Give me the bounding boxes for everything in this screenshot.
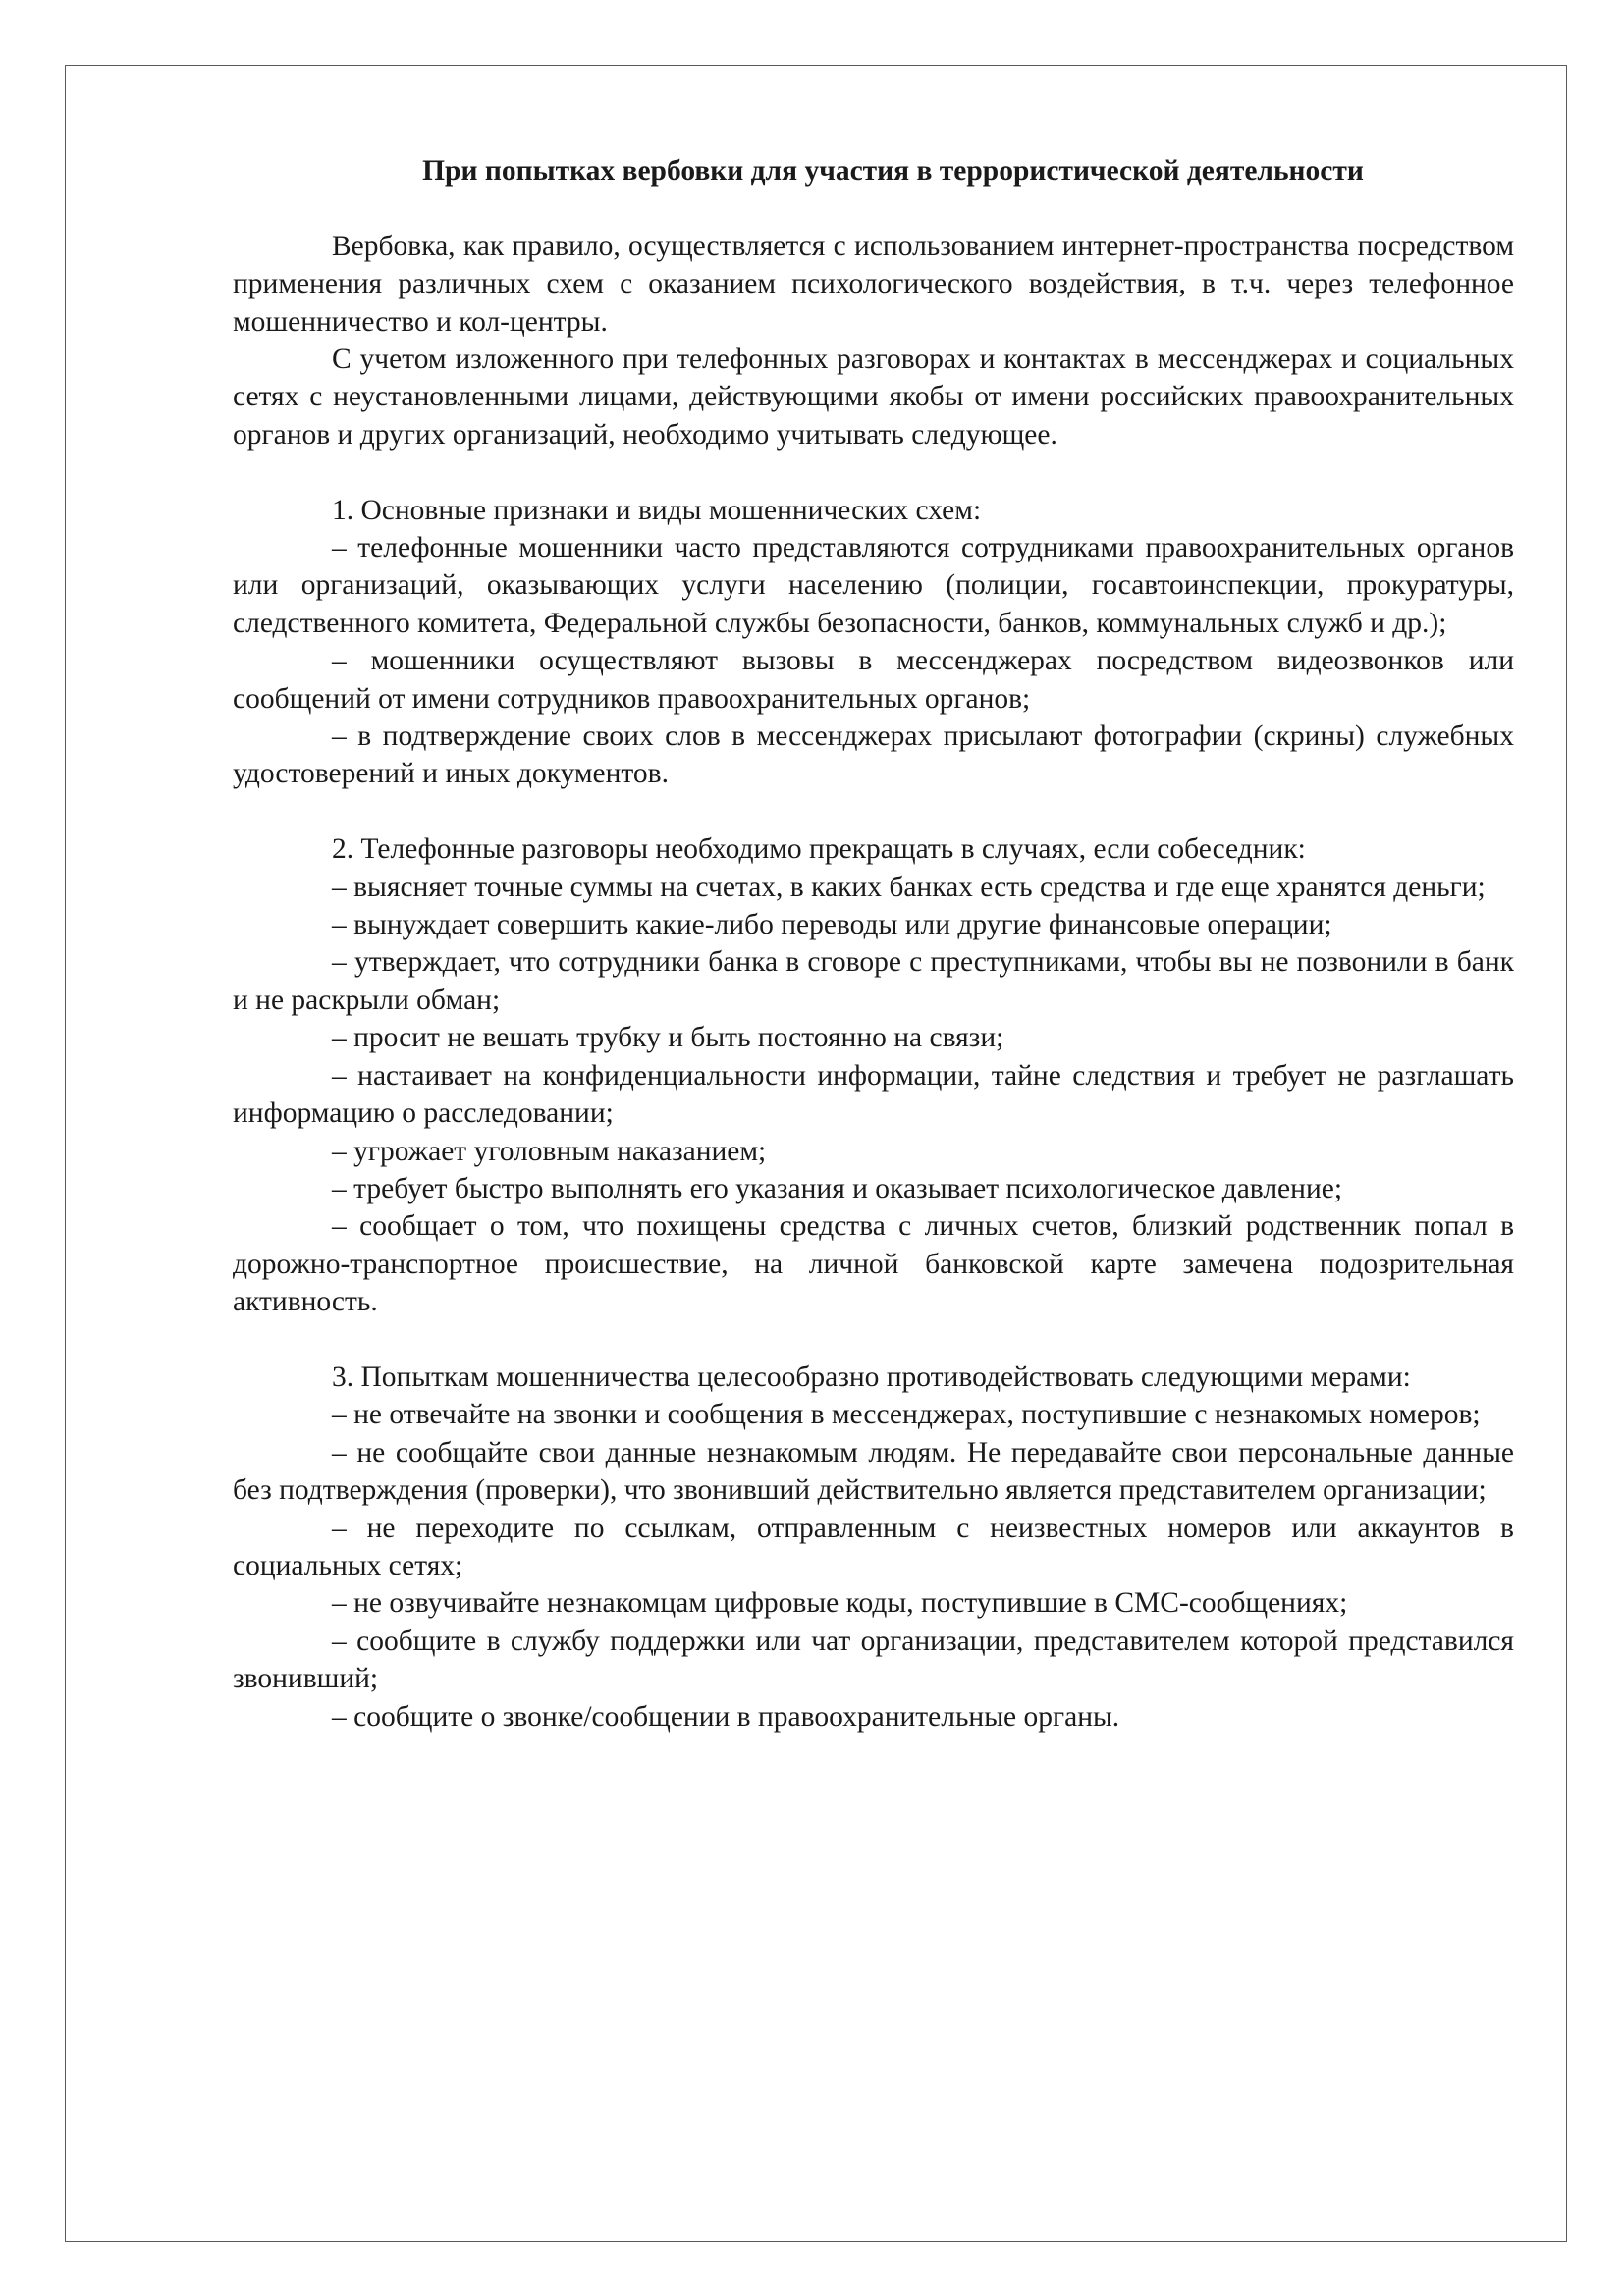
- document-body: [233, 152, 1514, 1735]
- spacer: [233, 1321, 1514, 1359]
- list-item: – не отвечайте на звонки и сообщения в мессенджерах, поступившие с незнакомых номеров;: [332, 1399, 1481, 1431]
- section-heading: 1. Основные признаки и виды мошеннических схем:: [332, 494, 982, 526]
- list-item: – угрожает уголовным наказанием;: [332, 1135, 767, 1167]
- spacer: [233, 454, 1514, 491]
- section-heading: 3. Попыткам мошенничества целесообразно противодействовать следующими мерами:: [332, 1361, 1411, 1393]
- intro-paragraph: Вербовка, как правило, осуществляется с использованием интернет-пространства посредством применения различных схем с оказанием психологического воздействия, в т.ч. через телефонное мошенничество и кол-центры.: [233, 230, 1514, 338]
- list-item: – выясняет точные суммы на счетах, в каких банках есть средства и где еще хранятся деньги;: [332, 871, 1486, 903]
- list-item: – телефонные мошенники часто представляются сотрудниками правоохранительных органов или организаций, оказывающих услуги населению (полиции, госавтоинспекции, прокуратуры, следственного комитета, Федеральной службы безопасности, банков, коммунальных служб и др.);: [233, 532, 1514, 639]
- section-fraud-signs: [233, 492, 1514, 793]
- document-title: При попытках вербовки для участия в террористической деятельности: [422, 155, 1364, 187]
- list-item: – в подтверждение своих слов в мессенджерах присылают фотографии (скрины) служебных удостоверений и иных документов.: [233, 721, 1514, 790]
- section-stop-conversation: [233, 830, 1514, 1320]
- list-item: – не переходите по ссылкам, отправленным с неизвестных номеров или аккаунтов в социальных сетях;: [233, 1512, 1514, 1581]
- list-item: – сообщает о том, что похищены средства с личных счетов, близкий родственник попал в дорожно-транспортное происшествие, на личной банковской карте замечена подозрительная активность.: [233, 1210, 1514, 1318]
- list-item: – требует быстро выполнять его указания и оказывает психологическое давление;: [332, 1172, 1343, 1204]
- section-countermeasures: [233, 1359, 1514, 1735]
- list-item: – не сообщайте свои данные незнакомым людям. Не передавайте свои персональные данные без подтверждения (проверки), что звонивший действительно является представителем организации;: [233, 1436, 1514, 1507]
- list-item: – просит не вешать трубку и быть постоянно на связи;: [332, 1022, 1004, 1054]
- list-item: – не озвучивайте незнакомцам цифровые коды, поступившие в СМС-сообщениях;: [332, 1587, 1348, 1620]
- intro-paragraph: С учетом изложенного при телефонных разговорах и контактах в мессенджерах и социальных сетях с неустановленными лицами, действующими якобы от имени российских правоохранительных органов и других организаций, необходимо учитывать следующее.: [233, 344, 1514, 451]
- list-item: – сообщите в службу поддержки или чат организации, представителем которой представился звонивший;: [233, 1625, 1514, 1695]
- list-item: – мошенники осуществляют вызовы в мессенджерах посредством видеозвонков или сообщений от имени сотрудников правоохранительных органов;: [233, 645, 1514, 715]
- list-item: – вынуждает совершить какие-либо переводы или другие финансовые операции;: [332, 909, 1332, 941]
- list-item: – настаивает на конфиденциальности информации, тайне следствия и требует не разглашать информацию о расследовании;: [233, 1059, 1514, 1130]
- list-item: – сообщите о звонке/сообщении в правоохранительные органы.: [332, 1700, 1120, 1733]
- section-heading: 2. Телефонные разговоры необходимо прекращать в случаях, если собеседник:: [332, 833, 1306, 866]
- spacer: [233, 793, 1514, 830]
- list-item: – утверждает, что сотрудники банка в сговоре с преступниками, чтобы вы не позвонили в банк и не раскрыли обман;: [233, 946, 1514, 1016]
